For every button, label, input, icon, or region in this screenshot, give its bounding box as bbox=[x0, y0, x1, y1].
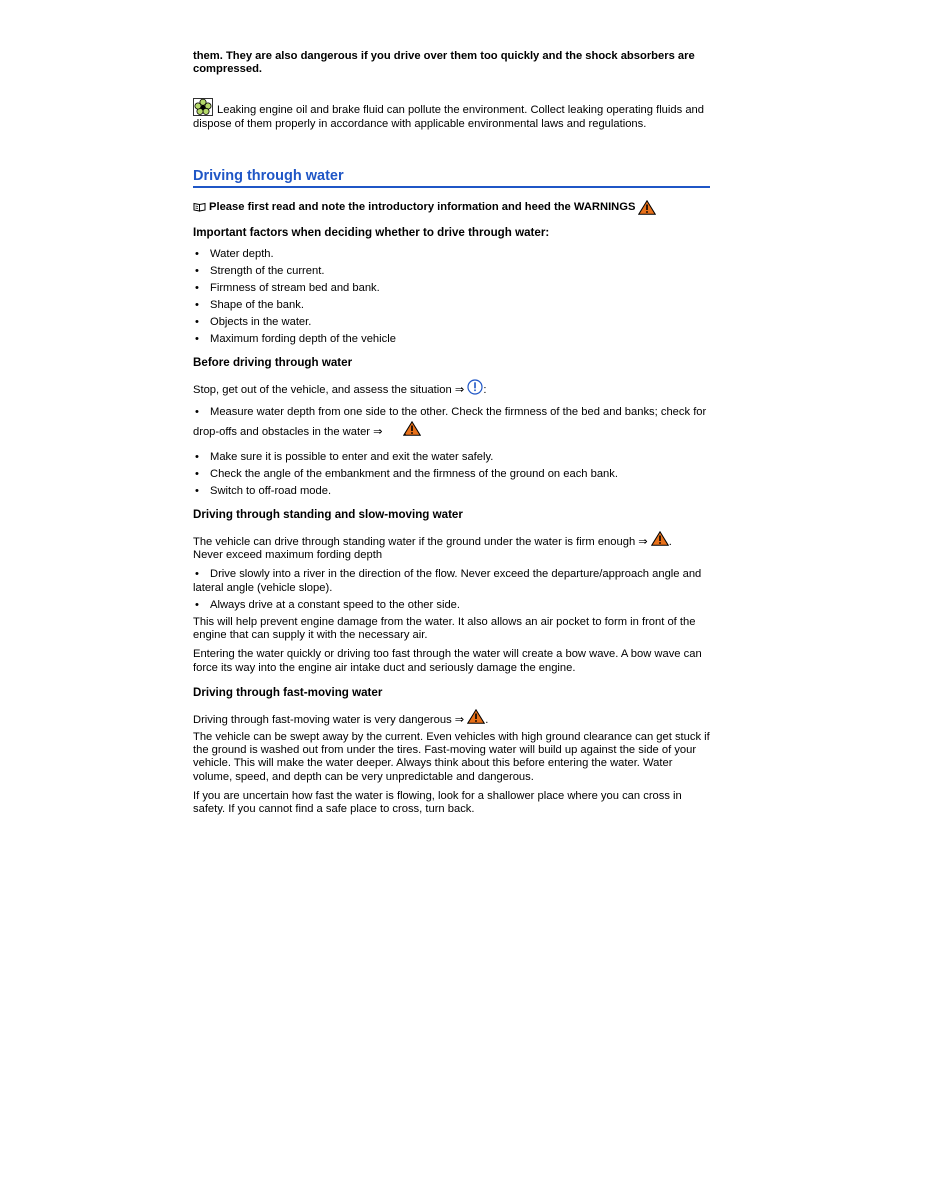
intro-warning-text: them. They are also dangerous if you drive over them too quickly and the shock absorbers are compressed. bbox=[193, 50, 695, 76]
factors-heading: Important factors when deciding whether to drive through water: bbox=[193, 225, 550, 239]
fast-water-heading: Driving through fast-moving water bbox=[193, 685, 383, 699]
list-item: • Strength of the current. bbox=[193, 263, 710, 280]
warning-triangle-icon[interactable] bbox=[651, 531, 669, 546]
book-icon bbox=[193, 202, 206, 212]
bow-wave-paragraph: Entering the water quickly or driving too fast through the water will create a bow wave. A bow wave can force its way into the engine air intake duct and seriously damage the engine. bbox=[193, 648, 702, 674]
read-first-text: Please first read and note the introductory information and heed the WARNINGS bbox=[209, 200, 636, 213]
fast-water-paragraph: The vehicle can be swept away by the current. Even vehicles with high ground clearance can get stuck if the ground is washed out from under the tires. Fast-moving water will build up against the side of your vehicle. This will make the water deeper. Always think about this before entering the water. Water volume, speed, and depth can be very unpredictable and dangerous. bbox=[193, 731, 710, 783]
standing-water-heading: Driving through standing and slow-moving water bbox=[193, 508, 463, 522]
list-item: • Water depth. bbox=[193, 246, 710, 263]
read-first-notice bbox=[193, 200, 710, 215]
before-intro: Stop, get out of the vehicle, and assess the situation ⇒ : bbox=[193, 379, 710, 397]
standing-water-intro: The vehicle can drive through standing water if the ground under the water is firm enough ⇒ . Never exceed maximum fording depth bbox=[193, 531, 710, 562]
list-item: • Measure water depth from one side to the other. Check the firmness of the bed and banks; check for drop-offs and obstacles in the water ⇒ . bbox=[193, 403, 710, 441]
before-list bbox=[193, 403, 710, 441]
manual-page bbox=[193, 50, 710, 822]
warning-triangle-icon[interactable] bbox=[638, 200, 656, 215]
warning-triangle-icon[interactable] bbox=[386, 421, 404, 436]
list-item: • Shape of the bank. bbox=[193, 297, 710, 314]
list-item: • Maximum fording depth of the vehicle bbox=[193, 331, 710, 348]
list-item: • Firmness of stream bed and bank. bbox=[193, 280, 710, 297]
list-item: • Check the angle of the embankment and the firmness of the ground on each bank. bbox=[193, 466, 710, 483]
environment-note-text: Leaking engine oil and brake fluid can pollute the environment. Collect leaking operating fluids and dispose of them properly in accordance with applicable environmental laws and regulations. bbox=[193, 104, 704, 130]
environment-flower-icon bbox=[193, 98, 213, 116]
factors-list bbox=[193, 246, 710, 348]
list-item: • Objects in the water. bbox=[193, 314, 710, 331]
before-heading: Before driving through water bbox=[193, 355, 353, 369]
environment-note bbox=[193, 98, 710, 130]
fast-water-intro: Driving through fast-moving water is very dangerous ⇒ . bbox=[193, 709, 710, 727]
uncertain-paragraph: If you are uncertain how fast the water is flowing, look for a shallower place where you can cross in safety. If you cannot find a safe place to cross, turn back. bbox=[193, 789, 682, 816]
list-item: • Always drive at a constant speed to the other side. bbox=[193, 599, 710, 612]
section-title: Driving through water bbox=[193, 167, 710, 188]
warning-triangle-icon[interactable] bbox=[467, 709, 485, 724]
list-item: • Make sure it is possible to enter and exit the water safely. bbox=[193, 449, 710, 466]
standing-water-list bbox=[193, 568, 710, 612]
standing-water-paragraph: This will help prevent engine damage from the water. It also allows an air pocket to form in front of the engine that can supply it with the necessary air. bbox=[193, 616, 696, 642]
before-list-continued bbox=[193, 449, 710, 500]
list-item: • Switch to off-road mode. bbox=[193, 483, 710, 500]
notice-circle-icon[interactable] bbox=[467, 379, 483, 395]
list-item: • Drive slowly into a river in the direction of the flow. Never exceed the departure/approach angle and lateral angle (vehicle slope). bbox=[193, 568, 710, 594]
